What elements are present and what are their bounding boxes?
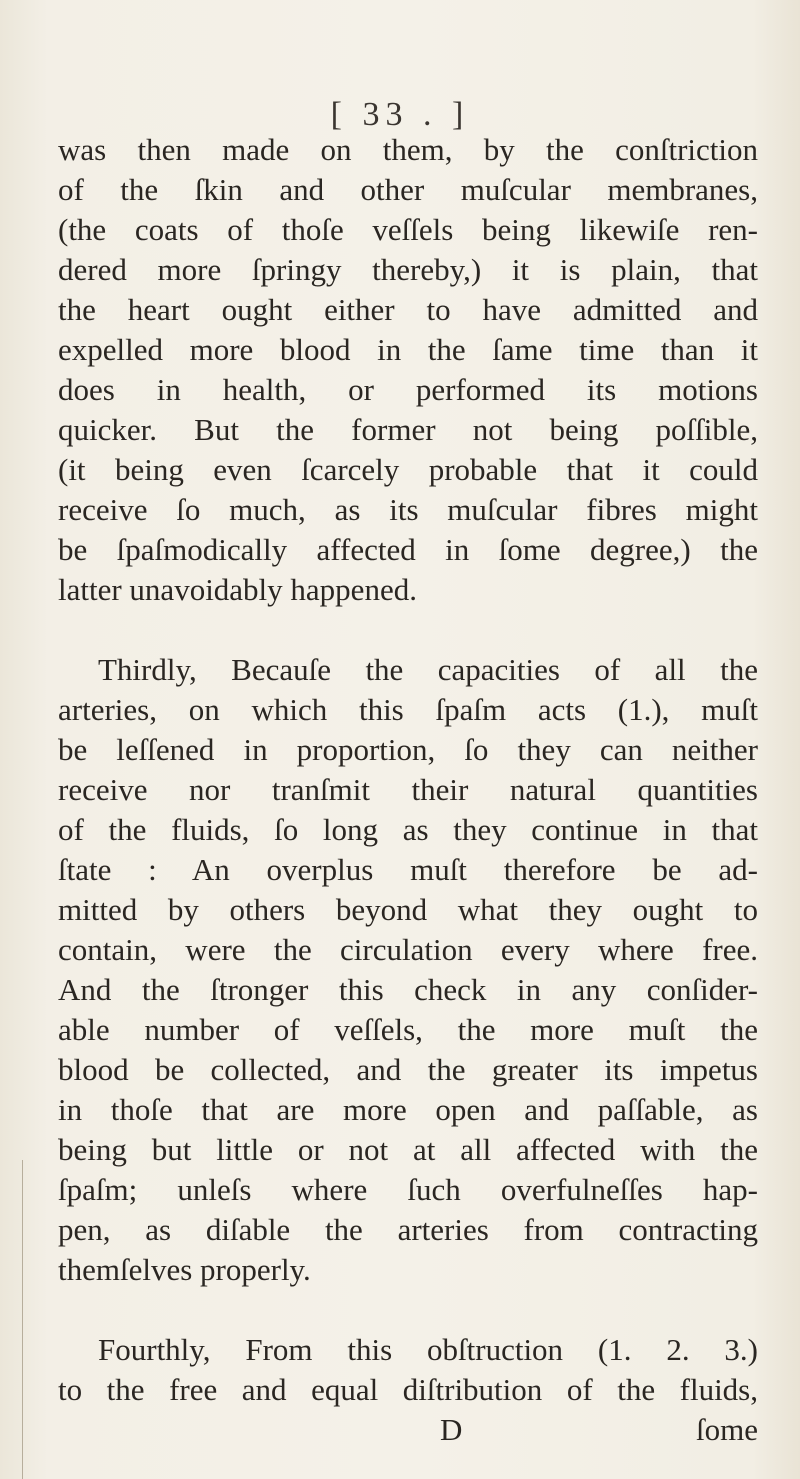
text-line: does in health, or performed its motions bbox=[58, 372, 758, 407]
text-line: Fourthly, From this obſtruction (1. 2. 3.) bbox=[98, 1332, 758, 1367]
paragraph-spacer bbox=[58, 610, 758, 650]
text-line: pen, as diſable the arteries from contracting bbox=[58, 1212, 758, 1247]
text-line: the heart ought either to have admitted and bbox=[58, 292, 758, 327]
text-line: (the coats of thoſe veſſels being likewiſe ren- bbox=[58, 212, 758, 247]
paragraph-2 bbox=[58, 650, 758, 1290]
text-line: of the ſkin and other muſcular membranes, bbox=[58, 172, 758, 207]
text-line: was then made on them, by the conſtriction bbox=[58, 132, 758, 167]
text-line: arteries, on which this ſpaſm acts (1.), muſt bbox=[58, 692, 758, 727]
text-line: receive nor tranſmit their natural quantities bbox=[58, 772, 758, 807]
text-line: be leſſened in proportion, ſo they can neither bbox=[58, 732, 758, 767]
text-line: be ſpaſmodically affected in ſome degree,) the bbox=[58, 532, 758, 567]
page-number-header: [ 33 . ] bbox=[330, 96, 470, 133]
text-line: latter unavoidably happened. bbox=[58, 572, 417, 607]
text-line: of the fluids, ſo long as they continue in that bbox=[58, 812, 758, 847]
text-line: expelled more blood in the ſame time than it bbox=[58, 332, 758, 367]
text-line: able number of veſſels, the more muſt the bbox=[58, 1012, 758, 1047]
text-line: And the ſtronger this check in any conſider- bbox=[58, 972, 758, 1007]
text-line: in thoſe that are more open and paſſable, as bbox=[58, 1092, 758, 1127]
text-line: being but little or not at all affected with the bbox=[58, 1132, 758, 1167]
text-line: ſtate : An overplus muſt therefore be ad- bbox=[58, 852, 758, 887]
signature-mark: D bbox=[440, 1412, 463, 1447]
text-line: to the free and equal diſtribution of the fluids, bbox=[58, 1372, 758, 1407]
text-line: quicker. But the former not being poſſible, bbox=[58, 412, 758, 447]
text-line: mitted by others beyond what they ought to bbox=[58, 892, 758, 927]
paragraph-1 bbox=[58, 130, 758, 610]
body-text bbox=[58, 130, 758, 1450]
catchword: ſome bbox=[696, 1412, 758, 1447]
text-line: ſpaſm; unleſs where ſuch overfulneſſes hap- bbox=[58, 1172, 758, 1207]
paragraph-spacer bbox=[58, 1290, 758, 1330]
page-edge-line bbox=[22, 1160, 23, 1479]
text-line: dered more ſpringy thereby,) it is plain, that bbox=[58, 252, 758, 287]
text-line: Thirdly, Becauſe the capacities of all the bbox=[98, 652, 758, 687]
text-line: blood be collected, and the greater its impetus bbox=[58, 1052, 758, 1087]
paragraph-3 bbox=[58, 1330, 758, 1410]
text-line: themſelves properly. bbox=[58, 1252, 311, 1287]
text-line: (it being even ſcarcely probable that it could bbox=[58, 452, 758, 487]
text-line: contain, were the circulation every where free. bbox=[58, 932, 758, 967]
page-footer-row bbox=[58, 1410, 758, 1450]
text-line: receive ſo much, as its muſcular fibres might bbox=[58, 492, 758, 527]
